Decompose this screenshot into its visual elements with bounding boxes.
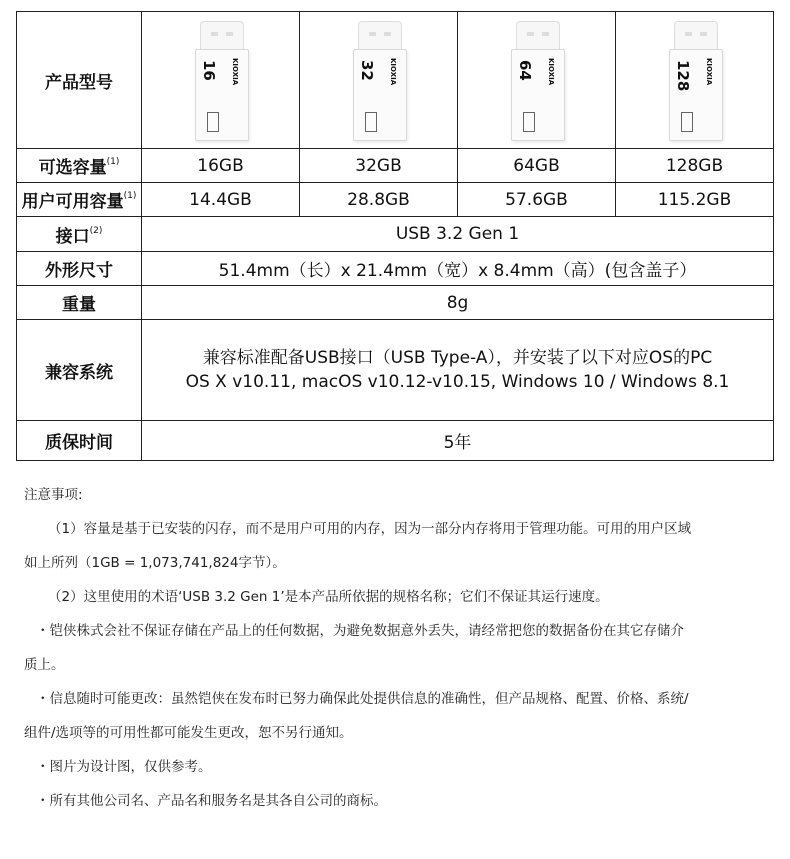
product-image-16 [142,12,300,149]
capacity-cell: 32GB [300,149,458,183]
weight-value: 8g [142,286,774,320]
dimensions-row [17,252,774,286]
user-capacity-cell: 14.4GB [142,183,300,217]
spec-table [16,11,774,461]
compat-value [142,320,774,421]
bullet-1-cont: 质上。 [24,657,65,673]
warranty-row [17,421,774,461]
model-row [17,12,774,149]
weight-label: 重量 [17,286,142,320]
note-1-cont: 如上所列（1GB = 1,073,741,824字节）。 [24,555,286,571]
capacity-print: 32 [357,60,376,81]
capacity-print: 128 [673,60,692,92]
bullet-3: ・图片为设计图，仅供参考。 [36,759,212,775]
model-label: 产品型号 [17,12,142,149]
dimensions-value: 51.4mm（长）x 21.4mm（宽）x 8.4mm（高）(包含盖子） [142,252,774,286]
note-1: （1）容量是基于已安装的闪存，而不是用户可用的内存，因为一部分内存将用于管理功能。可用的用户区域 [48,521,692,537]
capacity-cell: 128GB [616,149,774,183]
product-image-128 [616,12,774,149]
capacity-row [17,149,774,183]
notes-title: 注意事项: [24,487,83,503]
capacity-cell: 64GB [458,149,616,183]
footnote-ref: (1) [123,191,137,201]
user-capacity-cell: 57.6GB [458,183,616,217]
bullet-2: ・信息随时可能更改：虽然铠侠在发布时已努力确保此处提供信息的准确性，但产品规格、配置、价格、系统/ [36,691,689,707]
usb-logo-icon [365,112,377,132]
footnote-ref: (2) [89,225,103,236]
capacity-print: 16 [199,60,218,81]
product-image-32 [300,12,458,149]
footnote-ref: (1) [106,157,120,167]
user-capacity-row [17,183,774,217]
capacity-cell: 16GB [142,149,300,183]
user-capacity-label: 用户可用容量$^{(1)}$ [17,183,142,217]
user-capacity-cell: 28.8GB [300,183,458,217]
interface-value: USB 3.2 Gen 1 [142,217,774,252]
dimensions-label: 外形尺寸 [17,252,142,286]
compat-label: 兼容系统 [17,320,142,421]
brand-print: KIOXIA [230,58,239,86]
warranty-label: 质保时间 [17,421,142,461]
interface-label: 接口$^{(2)}$ [17,217,142,252]
note-2: （2）这里使用的术语‘USB 3.2 Gen 1’是本产品所依据的规格名称；它们不保证其运行速度。 [48,589,609,605]
product-image-64 [458,12,616,149]
brand-print: KIOXIA [546,58,555,86]
user-capacity-cell: 115.2GB [616,183,774,217]
brand-print: KIOXIA [704,58,713,86]
weight-row [17,286,774,320]
usb-logo-icon [681,112,693,132]
bullet-4: ・所有其他公司名、产品名和服务名是其各自公司的商标。 [36,793,387,809]
bullet-2-cont: 组件/选项等的可用性都可能发生更改，恕不另行通知。 [24,725,353,741]
compat-line: 兼容标准配备USB接口（USB Type-A），并安装了以下对应OS的PC [202,348,713,368]
brand-print: KIOXIA [388,58,397,86]
usb-logo-icon [523,112,535,132]
bullet-1: ・铠侠株式会社不保证存储在产品上的任何数据，为避免数据意外丢失，请经常把您的数据备份在其它存储介 [36,623,684,639]
interface-row [17,217,774,252]
compat-row [17,320,774,421]
warranty-value: 5年 [142,421,774,461]
compat-line: OS X v10.11, macOS v10.12-v10.15, Windows 10 / Windows 8.1 [185,372,730,392]
usb-logo-icon [207,112,219,132]
notes-section [24,478,774,818]
capacity-label: 可选容量$^{(1)}$ [17,149,142,183]
capacity-print: 64 [515,60,534,81]
